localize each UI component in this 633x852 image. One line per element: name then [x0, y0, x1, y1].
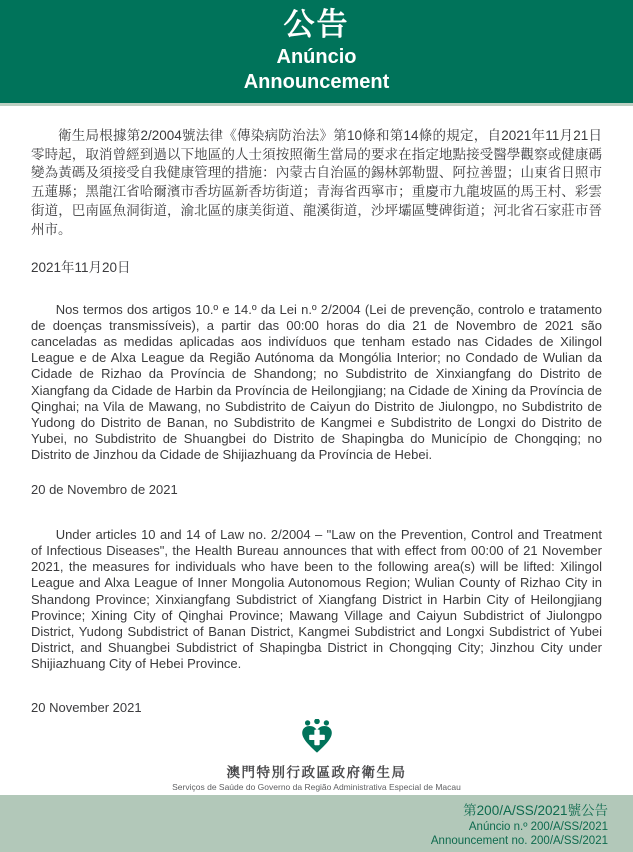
page-title-pt: Anúncio — [276, 45, 357, 68]
reference-number-pt: Anúncio n.º 200/A/SS/2021 — [468, 820, 608, 833]
page-title-zh: 公告 — [283, 7, 350, 42]
footer-reference-band — [0, 795, 633, 852]
header-band — [0, 0, 633, 106]
health-bureau-heart-cross-logo-icon — [298, 719, 336, 755]
announcement-paragraph-pt: Nos termos dos artigos 10.º e 14.º da Lei n.º 2/2004 (Lei de prevenção, controlo e tratamento de doenças transmissíveis), a partir das 00:00 horas do dia 21 de Novembro de 2021 são canceladas as medidas aplicadas aos indivíduos que tenham estado nas Cidades de Xilingol League e de Alxa League da Região Autónoma da Mongólia Interior; no Condado de Wulian da Cidade de Rizhao da Província de Shandong; no Subdistrito de Xinxiangfang do Distrito de Xiangfang da Cidade de Harbin da Província de Heilongjiang; na Cidade de Xining da Província de Qinghai; na Vila de Mawang, no Subdistrito de Caiyun do Distrito de Jiulongpo, no Subdistrito de Yudong do Distrito de Banan, no Subdistrito de Kangmei e Subdistrito de Longxi do Distrito de Yubei, no Subdistrito de Shuangbei do Distrito de Shapingba do Município de Chongqing; no Distrito de Jinzhou da Cidade de Shijiazhuang da Província de Hebei. — [31, 301, 602, 462]
date-pt: 20 de Novembro de 2021 — [31, 482, 178, 498]
announcement-paragraph-en: Under articles 10 and 14 of Law no. 2/2004 – "Law on the Prevention, Control and Treatment of Infectious Diseases", the Health Bureau announces that with effect from 00:00 of 21 November 2021, the measures for individuals who have been to the following area(s) will be lifted: Xilingol League and Alxa League of Inner Mongolia Autonomous Region; Wulian County of Rizhao City in Shandong Province; Xinxiangfang Subdistrict of Xiangfang District in Harbin City of Heilongjiang Province; Xining City of Qinghai Province; Mawang Village and Caiyun Subdistrict of Jiulongpo District, Yudong Subdistrict of Banan District, Kangmei Subdistrict and Longxi Subdistrict of Yubei District, and Shuangbei Subdistrict of Shapingba District in Chongqing City; Jinzhou City under Shijiazhuang City of Hebei Province. — [31, 527, 602, 671]
announcement-paragraph-zh: 衛生局根據第2/2004號法律《傳染病防治法》第10條和第14條的規定，自2021年11月21日零時起，取消曾經到過以下地區的人士須按照衛生當局的要求在指定地點接受醫學觀察或健康碼變為黃碼及須接受自我健康管理的措施：內蒙古自治區的錫林郭勒盟、阿拉善盟；山東省日照市五蓮縣；黑龍江省哈爾濱市香坊區新香坊街道；青海省西寧市；重慶市九龍坡區的馬王村、彩雲街道，巴南區魚洞街道，渝北區的康美街道、龍溪街道，沙坪壩區雙碑街道；河北省石家莊市晉州市。 — [31, 127, 602, 238]
reference-number-en: Announcement no. 200/A/SS/2021 — [430, 835, 608, 848]
org-block — [0, 719, 633, 795]
org-name-zh: 澳門特別行政區政府衛生局 — [226, 765, 407, 780]
page-title-en: Announcement — [243, 70, 390, 93]
reference-number-zh: 第200/A/SS/2021號公告 — [463, 803, 608, 818]
org-name-pt: Serviços de Saúde do Governo da Região Administrativa Especial de Macau — [172, 782, 461, 792]
document-body — [0, 127, 633, 715]
date-en: 20 November 2021 — [31, 700, 142, 716]
date-zh: 2021年11月20日 — [31, 259, 131, 275]
